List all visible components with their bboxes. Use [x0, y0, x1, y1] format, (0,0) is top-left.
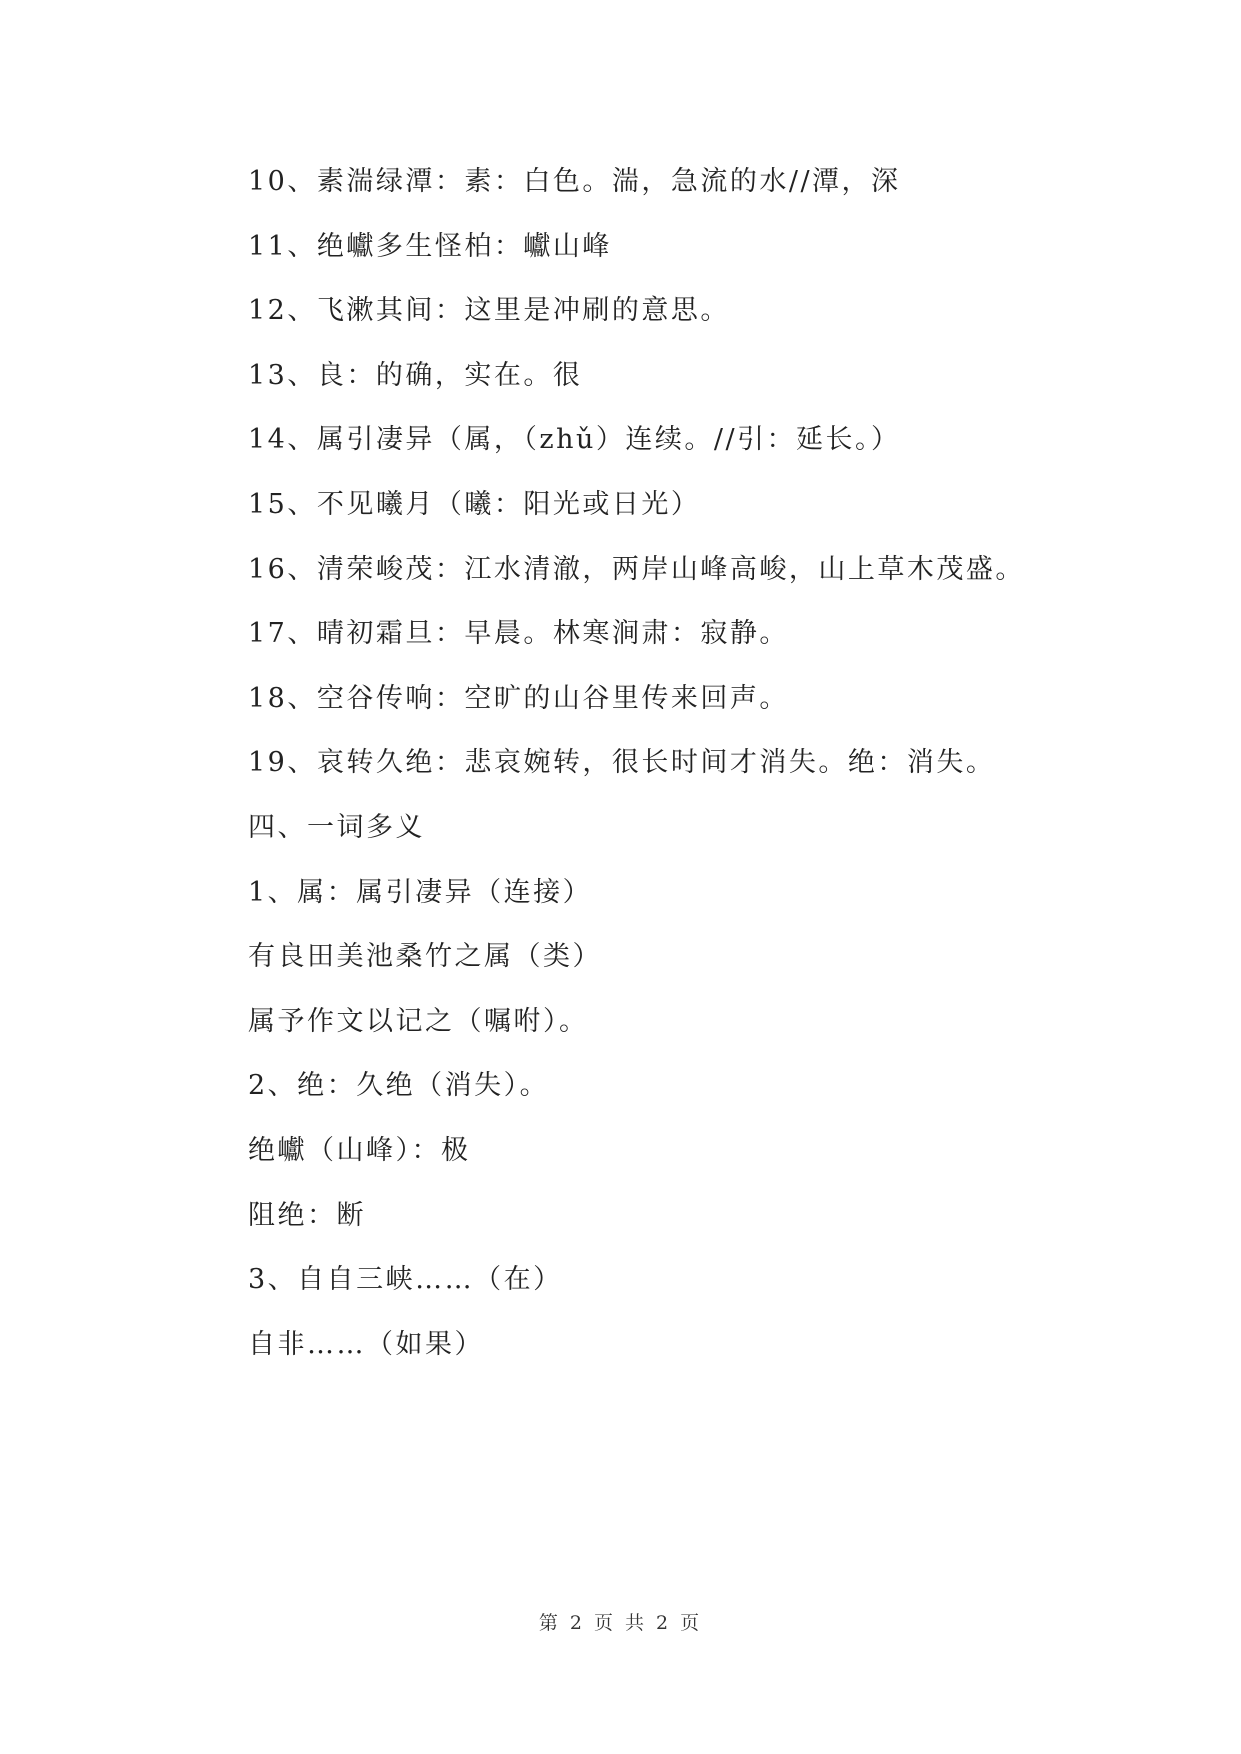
text-line: 10、素湍绿潭：素：白色。湍，急流的水//潭，深 — [248, 166, 901, 197]
text-line: 1、属：属引凄异（连接） — [248, 876, 593, 908]
section-heading: 四、一词多义 — [248, 811, 425, 843]
text-line: 15、不见曦月（曦：阳光或日光） — [248, 488, 701, 520]
text-line: 11、绝巘多生怪柏：巘山峰 — [248, 230, 612, 262]
text-line: 阻绝：断 — [248, 1199, 366, 1231]
text-line: 属予作文以记之（嘱咐）。 — [248, 1005, 589, 1037]
text-line: 19、哀转久绝：悲哀婉转，很长时间才消失。绝：消失。 — [248, 747, 996, 779]
text-line: 绝巘（山峰）：极 — [248, 1134, 471, 1166]
document-body — [248, 162, 1148, 1389]
text-line: 17、晴初霜旦：早晨。林寒涧肃：寂静。 — [248, 618, 789, 650]
text-line: 2、绝：久绝（消失）。 — [248, 1070, 550, 1102]
text-line: 12、飞漱其间：这里是冲刷的意思。 — [248, 295, 730, 327]
text-line: 3、自自三峡……（在） — [248, 1264, 563, 1296]
text-line: 自非……（如果） — [248, 1328, 484, 1360]
text-line: 16、清荣峻茂：江水清澈，两岸山峰高峻，山上草木茂盛。 — [248, 553, 1025, 585]
text-line: 13、良：的确，实在。很 — [248, 359, 583, 391]
text-line: 有良田美池桑竹之属（类） — [248, 941, 602, 973]
text-line: 18、空谷传响：空旷的山谷里传来回声。 — [248, 682, 789, 714]
page-number: 第 2 页 共 2 页 — [538, 1612, 703, 1634]
text-line: 14、属引凄异（属，（zhǔ）连续。//引：延长。） — [248, 424, 901, 456]
